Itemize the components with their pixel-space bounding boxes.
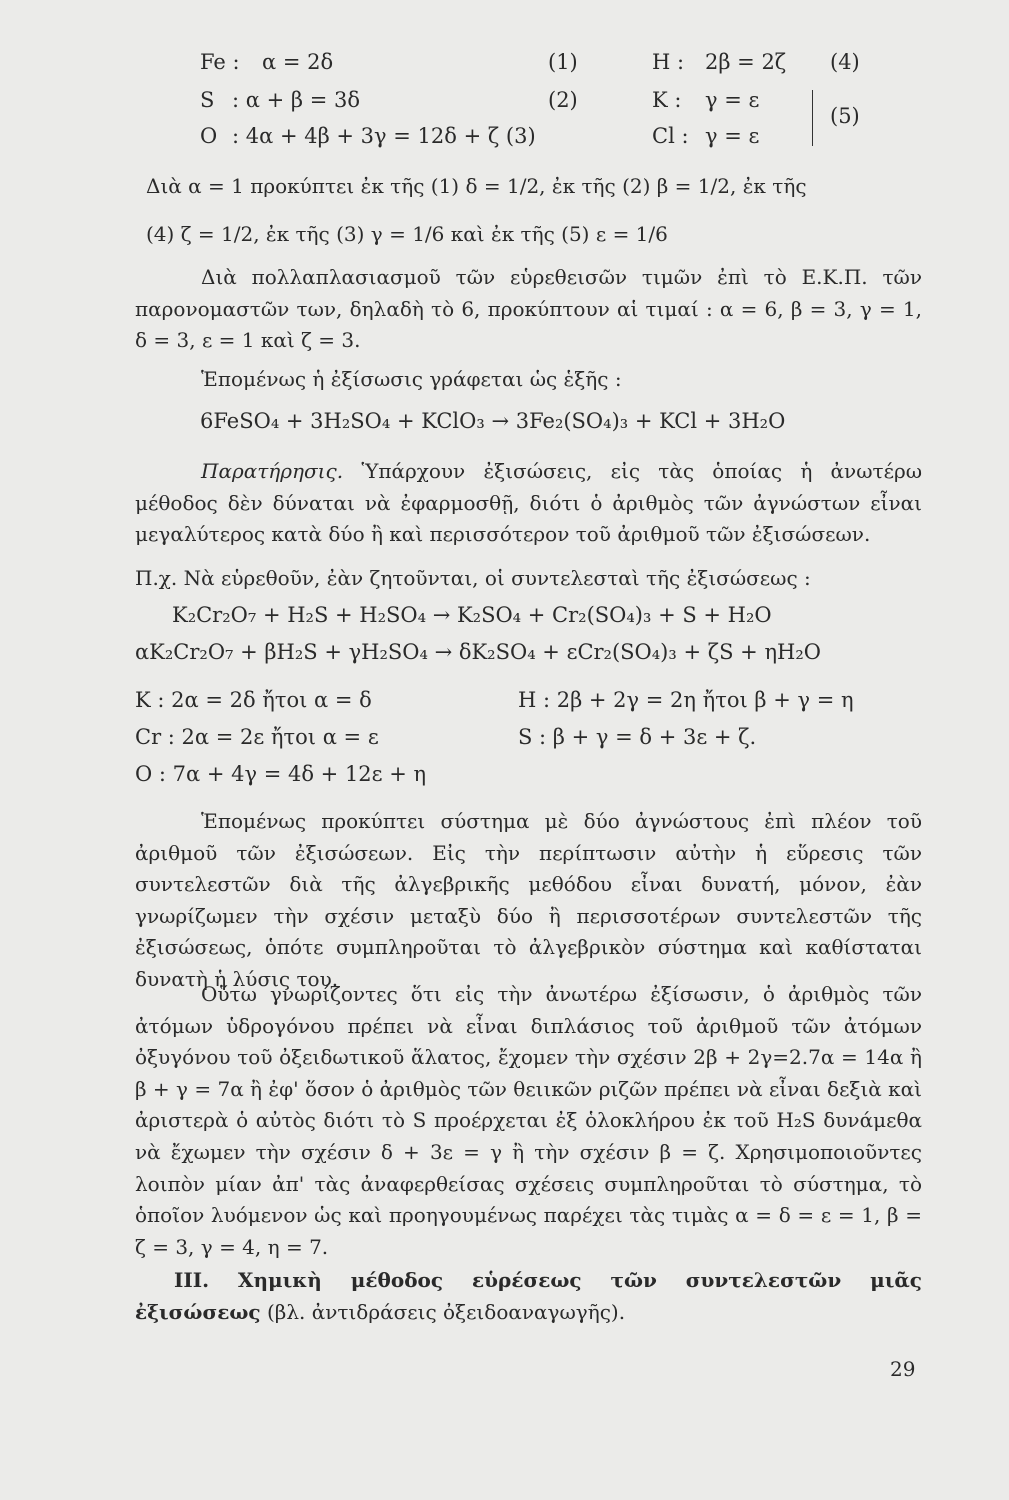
paragraph-lcm: Διὰ πολλαπλασιασμοῦ τῶν εὑρεθεισῶν τιμῶν ἐπὶ τὸ Ε.Κ.Π. τῶν παρονομαστῶν των, δηλαδὴ τὸ 6, προκύπτουν αἱ τιμαί : α = 6, β = 3, γ = 1, δ = 3, ε = 1 καὶ ζ = 3. xyxy=(135,265,922,353)
eq2-o: O : 7α + 4γ = 4δ + 12ε + η xyxy=(135,762,427,786)
eq-fe-label: Fe : xyxy=(200,50,240,74)
eq-o: : 4α + 4β + 3γ = 12δ + ζ (3) xyxy=(232,124,536,148)
eq-s-number: (2) xyxy=(548,88,578,112)
remark-paragraph xyxy=(135,456,922,551)
eq2-cr: Cr : 2α = 2ε ἤτοι α = ε xyxy=(135,725,379,749)
remark-title: Παρατήρησις. xyxy=(201,459,344,483)
eq-h-label: H : xyxy=(652,50,685,74)
eq-fe: α = 2δ xyxy=(262,50,334,74)
eq-cl: γ = ε xyxy=(705,124,760,148)
derivation-line-1: Διὰ α = 1 προκύπτει ἐκ τῆς (1) δ = 1/2, ἐκ τῆς (2) β = 1/2, ἐκ τῆς xyxy=(146,174,807,198)
eq-cl-label: Cl : xyxy=(652,124,689,148)
section-heading-title: ΙΙΙ. Χημικὴ μέθοδος εὑρέσεως τῶν συντελεστῶν μιᾶς ἐξισώσεως xyxy=(135,1268,922,1324)
eq-k-label: K : xyxy=(652,88,682,112)
equation-dichromate: K₂Cr₂O₇ + H₂S + H₂SO₄ → K₂SO₄ + Cr₂(SO₄)₃ + S + H₂O xyxy=(172,603,772,627)
equation-dichromate-coefficients: αK₂Cr₂O₇ + βH₂S + γH₂SO₄ → δK₂SO₄ + εCr₂(SO₄)₃ + ζS + ηH₂O xyxy=(135,640,821,664)
eq-s-label: S xyxy=(200,88,215,112)
example-intro: Π.χ. Νὰ εὑρεθοῦν, ἐὰν ζητοῦνται, οἱ συντελεσταὶ τῆς ἐξισώσεως : xyxy=(135,566,811,590)
eq2-k: K : 2α = 2δ ἤτοι α = δ xyxy=(135,688,372,712)
eq-k: γ = ε xyxy=(705,88,760,112)
eq-h: 2β = 2ζ xyxy=(705,50,787,74)
therefore-line: Ἑπομένως ἡ ἐξίσωσις γράφεται ὡς ἑξῆς : xyxy=(201,367,622,391)
eq-kcl-number: (5) xyxy=(830,104,860,128)
eq-fe-number: (1) xyxy=(548,50,578,74)
eq-o-label: O xyxy=(200,124,218,148)
derivation-line-2: (4) ζ = 1/2, ἐκ τῆς (3) γ = 1/6 καὶ ἐκ τῆς (5) ε = 1/6 xyxy=(146,222,668,246)
section-heading xyxy=(135,1265,922,1328)
paragraph-system: Ἑπομένως προκύπτει σύστημα μὲ δύο ἀγνώστους ἐπὶ πλέον τοῦ ἀριθμοῦ τῶν ἐξισώσεων. Εἰς τὴν περίπτωσιν αὐτὴν ἡ εὕρεσις τῶν συντελεστῶν διὰ τῆς ἀλγεβρικῆς μεθόδου εἶναι δυνατή, μόνον, ἐὰν γνωρίζωμεν τὴν σχέσιν μεταξὺ δύο ἢ περισσοτέρων συντελεστῶν τῆς ἐξισώσεως, ὁπότε συμπληροῦται τὸ ἀλγεβρικὸν σύστημα καὶ καθίσταται δυνατὴ ἡ λύσις του. xyxy=(135,809,922,991)
section-heading-note: (βλ. ἀντιδράσεις ὀξειδοαναγωγῆς). xyxy=(266,1299,626,1324)
page-number: 29 xyxy=(890,1357,916,1381)
brace-icon xyxy=(806,90,813,146)
eq2-h: H : 2β + 2γ = 2η ἤτοι β + γ = η xyxy=(518,688,854,712)
eq-s: : α + β = 3δ xyxy=(232,88,360,112)
eq-h-number: (4) xyxy=(830,50,860,74)
remark-text: Ὑπάρχουν ἐξισώσεις, εἰς τὰς ὁποίας ἡ ἀνωτέρω μέθοδος δὲν δύναται νὰ ἐφαρμοσθῇ, διότι ὁ ἀριθμὸς τῶν ἀγνώστων εἶναι μεγαλύτερος κατὰ δύο ἢ καὶ περισσότερον τοῦ ἀριθμοῦ τῶν ἐξισώσεων. xyxy=(135,459,923,547)
eq2-s: S : β + γ = δ + 3ε + ζ. xyxy=(518,725,757,749)
paragraph-example-solution: Οὕτω γνωρίζοντες ὅτι εἰς τὴν ἀνωτέρω ἐξίσωσιν, ὁ ἀριθμὸς τῶν ἀτόμων ὑδρογόνου πρέπει νὰ εἶναι διπλάσιος τοῦ ἀριθμοῦ τῶν ἀτόμων ὀξυγόνου τοῦ ὀξειδωτικοῦ ἅλατος, ἔχομεν τὴν σχέσιν 2β + 2γ=2.7α = 14α ἢ β + γ = 7α ἢ ἐφ' ὅσον ὁ ἀριθμὸς τῶν θειικῶν ριζῶν πρέπει νὰ εἶναι δεξιὰ καὶ ἀριστερὰ ὁ αὐτὸς διότι τὸ S προέρχεται ἐξ ὁλοκλήρου ἐκ τοῦ H₂S δυνάμεθα νὰ ἔχωμεν τὴν σχέσιν δ + 3ε = γ ἢ τὴν σχέσιν β = ζ. Χρησιμοποιοῦντες λοιπὸν μίαν ἀπ' τὰς ἀναφερθείσας σχέσεις συμπληροῦται τὸ σύστημα, τὸ ὁποῖον λυόμενον ὡς καὶ προηγουμένως παρέχει τὰς τιμὰς α = δ = ε = 1, β = ζ = 3, γ = 4, η = 7. xyxy=(135,982,922,1259)
equation-balanced: 6FeSO₄ + 3H₂SO₄ + KClO₃ → 3Fe₂(SO₄)₃ + KCl + 3H₂O xyxy=(200,409,786,433)
